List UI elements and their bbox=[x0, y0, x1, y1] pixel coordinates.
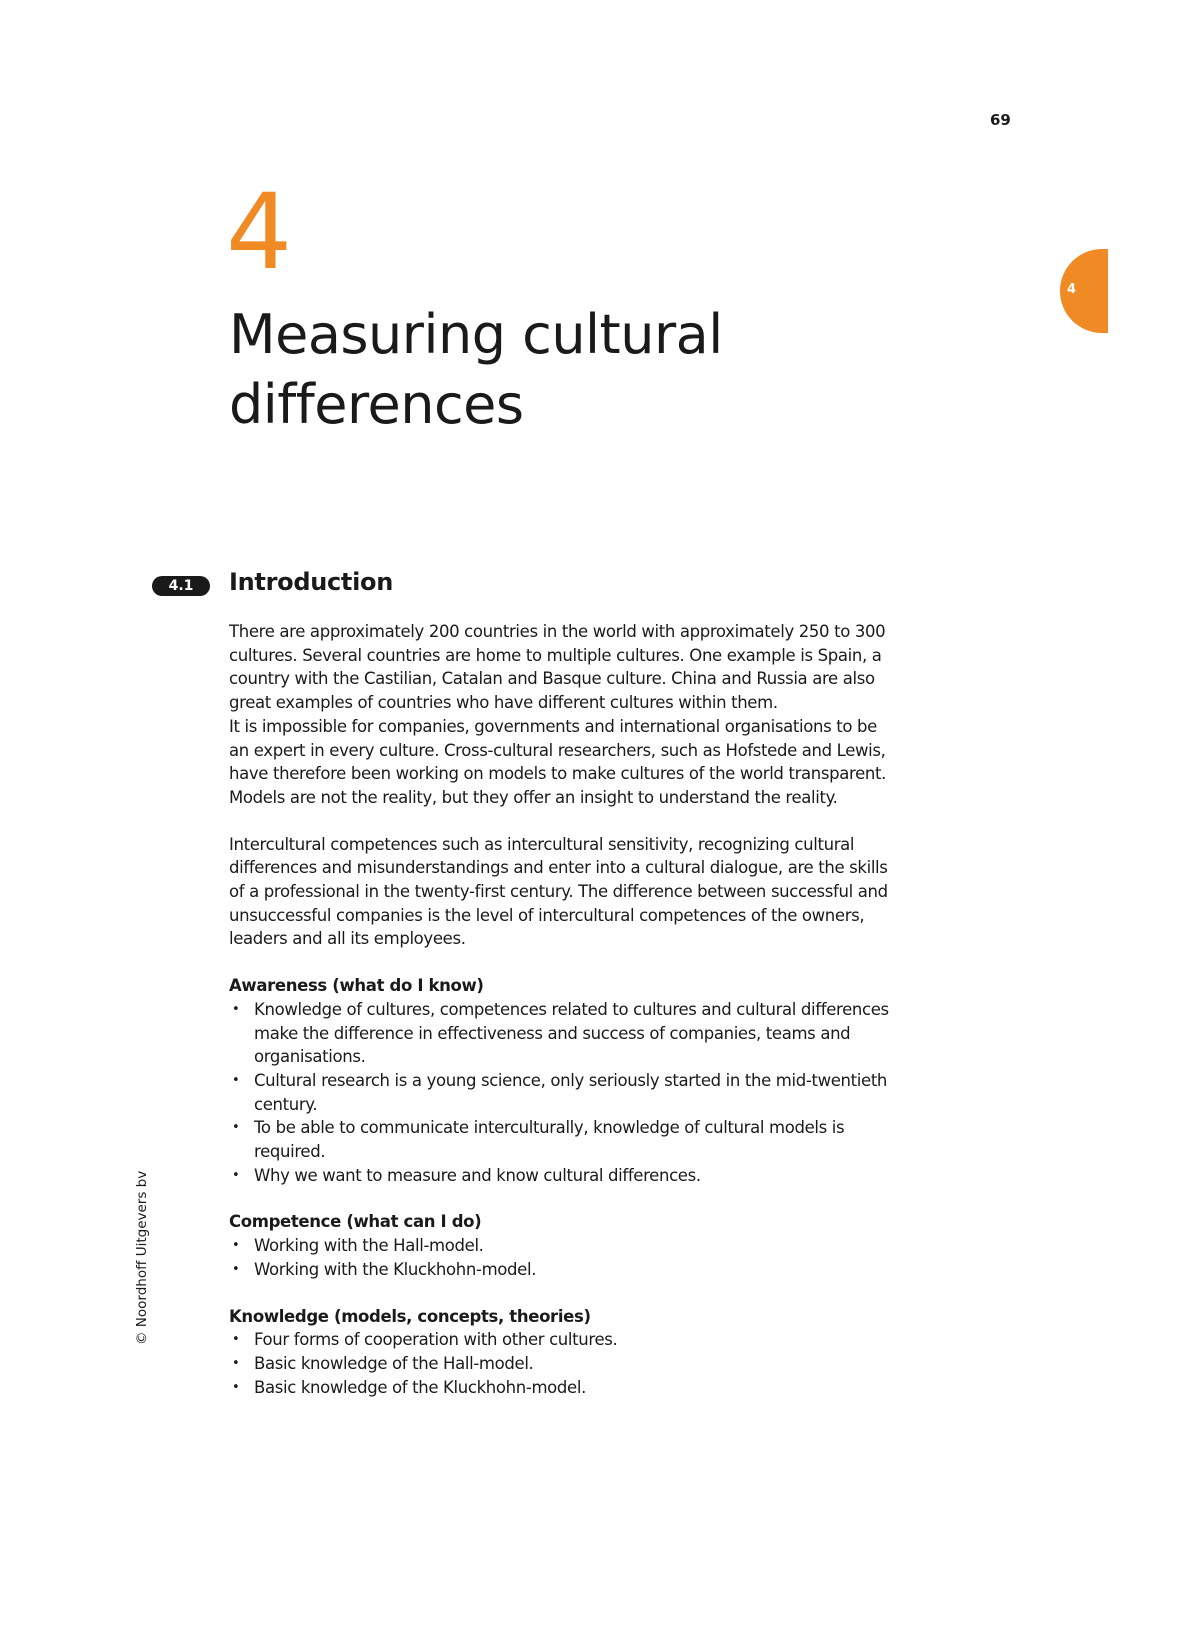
list-item: • Knowledge of cultures, competences related to cultures and cultural differences make the difference in effectiveness and success of companies, teams and organisations. bbox=[229, 998, 889, 1069]
chapter-tab bbox=[1060, 249, 1108, 333]
paragraph: Intercultural competences such as intercultural sensitivity, recognizing cultural differences and misunderstandings and enter into a cultural dialogue, are the skills of a professional in the twenty-first century. The difference between successful and unsuccessful companies is the level of intercultural competences of the owners, leaders and all its employees. bbox=[229, 834, 888, 949]
list-item: • Basic knowledge of the Kluckhohn-model. bbox=[229, 1376, 889, 1400]
chapter-tab-label: 4 bbox=[1067, 282, 1077, 297]
list-item: • Working with the Hall-model. bbox=[229, 1234, 889, 1258]
paragraph: There are approximately 200 countries in the world with approximately 250 to 300 cultures. Several countries are home to multiple cultures. One example is Spain, a country with the Castilian, Catalan and Basque culture. China and Russia are also great examples of countries who have different cultures within them. bbox=[229, 622, 886, 713]
list-item: • Basic knowledge of the Hall-model. bbox=[229, 1352, 889, 1376]
awareness-list bbox=[229, 998, 889, 1188]
list-item: • Working with the Kluckhohn-model. bbox=[229, 1258, 889, 1282]
list-item: • To be able to communicate interculturally, knowledge of cultural models is required. bbox=[229, 1116, 889, 1163]
list-item: • Cultural research is a young science, only seriously started in the mid-twentieth century. bbox=[229, 1069, 889, 1116]
page-number: 69 bbox=[990, 111, 1011, 129]
section-number-badge: 4.1 bbox=[152, 576, 210, 596]
knowledge-list bbox=[229, 1328, 889, 1399]
copyright-notice: © Noordhoff Uitgevers bv bbox=[134, 1170, 150, 1345]
chapter-title-line-1: Measuring cultural bbox=[229, 303, 723, 366]
body-content bbox=[229, 620, 889, 1399]
chapter-title-line-2: differences bbox=[229, 373, 524, 436]
knowledge-heading: Knowledge (models, concepts, theories) bbox=[229, 1306, 591, 1326]
list-item: • Why we want to measure and know cultural differences. bbox=[229, 1164, 889, 1188]
section-title: Introduction bbox=[229, 568, 393, 596]
chapter-number: 4 bbox=[226, 171, 293, 293]
competence-heading: Competence (what can I do) bbox=[229, 1212, 482, 1232]
competence-list bbox=[229, 1234, 889, 1281]
paragraph: It is impossible for companies, governments and international organisations to be an expert in every culture. Cross-cultural researchers, such as Hofstede and Lewis, have therefore been working on models to make cultures of the world transparent. Models are not the reality, but they offer an insight to understand the reality. bbox=[229, 716, 886, 807]
awareness-heading: Awareness (what do I know) bbox=[229, 976, 484, 996]
list-item: • Four forms of cooperation with other cultures. bbox=[229, 1328, 889, 1352]
chapter-title bbox=[229, 300, 929, 440]
